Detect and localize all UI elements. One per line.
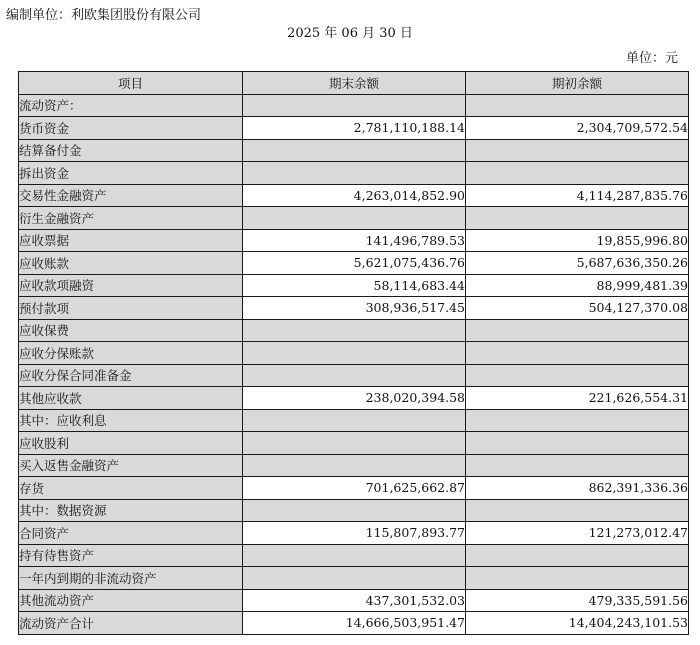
table-row — [19, 229, 689, 252]
row-beginning-balance — [466, 139, 689, 162]
row-beginning-balance: 14,404,243,101.53 — [466, 612, 689, 635]
table-row — [19, 432, 689, 455]
row-beginning-balance: 2,304,709,572.54 — [466, 117, 689, 140]
row-ending-balance: 701,625,662.87 — [243, 477, 466, 500]
table-row — [19, 297, 689, 320]
row-ending-balance: 14,666,503,951.47 — [243, 612, 466, 635]
company-name: 编制单位：利欧集团股份有限公司 — [6, 8, 202, 23]
row-beginning-balance — [466, 364, 689, 387]
table-row — [19, 139, 689, 162]
row-beginning-balance: 88,999,481.39 — [466, 274, 689, 297]
row-ending-balance: 437,301,532.03 — [243, 589, 466, 612]
row-item-label: 流动资产： — [19, 94, 243, 117]
table-row — [19, 387, 689, 410]
row-beginning-balance — [466, 162, 689, 185]
table-row — [19, 252, 689, 275]
row-ending-balance: 2,781,110,188.14 — [243, 117, 466, 140]
row-item-label: 存货 — [19, 477, 243, 500]
row-item-label: 买入返售金融资产 — [19, 454, 243, 477]
row-ending-balance — [243, 342, 466, 365]
row-beginning-balance — [466, 499, 689, 522]
row-beginning-balance — [466, 94, 689, 117]
row-item-label: 其中：应收利息 — [19, 409, 243, 432]
row-item-label: 合同资产 — [19, 522, 243, 545]
row-ending-balance — [243, 454, 466, 477]
row-item-label: 其他应收款 — [19, 387, 243, 410]
row-ending-balance — [243, 499, 466, 522]
table-row — [19, 522, 689, 545]
table-header-row — [19, 72, 689, 95]
row-ending-balance — [243, 364, 466, 387]
row-item-label: 拆出资金 — [19, 162, 243, 185]
row-beginning-balance: 121,273,012.47 — [466, 522, 689, 545]
row-item-label: 衍生金融资产 — [19, 207, 243, 230]
row-beginning-balance — [466, 207, 689, 230]
report-date: 2025 年 06 月 30 日 — [287, 26, 413, 41]
currency-unit: 单位：元 — [625, 51, 678, 66]
row-beginning-balance: 19,855,996.80 — [466, 229, 689, 252]
row-ending-balance — [243, 544, 466, 567]
column-header-item: 项目 — [19, 72, 243, 95]
row-ending-balance — [243, 139, 466, 162]
table-row — [19, 184, 689, 207]
row-ending-balance: 308,936,517.45 — [243, 297, 466, 320]
row-beginning-balance: 221,626,554.31 — [466, 387, 689, 410]
row-item-label: 交易性金融资产 — [19, 184, 243, 207]
table-row — [19, 117, 689, 140]
row-ending-balance: 238,020,394.58 — [243, 387, 466, 410]
table-row — [19, 319, 689, 342]
row-item-label: 其中：数据资源 — [19, 499, 243, 522]
row-beginning-balance: 4,114,287,835.76 — [466, 184, 689, 207]
table-row — [19, 567, 689, 590]
row-item-label: 应收保费 — [19, 319, 243, 342]
row-beginning-balance — [466, 454, 689, 477]
row-beginning-balance — [466, 567, 689, 590]
row-item-label: 流动资产合计 — [19, 612, 243, 635]
table-row — [19, 477, 689, 500]
column-header-beginning-balance: 期初余额 — [466, 72, 689, 95]
row-beginning-balance: 862,391,336.36 — [466, 477, 689, 500]
row-ending-balance — [243, 567, 466, 590]
table-row — [19, 409, 689, 432]
row-beginning-balance: 5,687,636,350.26 — [466, 252, 689, 275]
table-row — [19, 162, 689, 185]
table-row — [19, 274, 689, 297]
row-item-label: 预付款项 — [19, 297, 243, 320]
table-row — [19, 499, 689, 522]
row-ending-balance — [243, 319, 466, 342]
row-beginning-balance — [466, 432, 689, 455]
row-ending-balance — [243, 432, 466, 455]
row-ending-balance — [243, 162, 466, 185]
row-beginning-balance: 479,335,591.56 — [466, 589, 689, 612]
row-item-label: 应收款项融资 — [19, 274, 243, 297]
row-item-label: 应收股利 — [19, 432, 243, 455]
row-beginning-balance: 504,127,370.08 — [466, 297, 689, 320]
table-row — [19, 342, 689, 365]
row-ending-balance: 5,621,075,436.76 — [243, 252, 466, 275]
row-ending-balance — [243, 207, 466, 230]
row-ending-balance: 115,807,893.77 — [243, 522, 466, 545]
table-row — [19, 94, 689, 117]
row-ending-balance — [243, 94, 466, 117]
row-item-label: 货币资金 — [19, 117, 243, 140]
table-row — [19, 612, 689, 635]
row-ending-balance: 141,496,789.53 — [243, 229, 466, 252]
table-row — [19, 454, 689, 477]
row-ending-balance — [243, 409, 466, 432]
row-item-label: 其他流动资产 — [19, 589, 243, 612]
row-beginning-balance — [466, 409, 689, 432]
row-ending-balance: 58,114,683.44 — [243, 274, 466, 297]
row-beginning-balance — [466, 319, 689, 342]
row-beginning-balance — [466, 544, 689, 567]
row-item-label: 一年内到期的非流动资产 — [19, 567, 243, 590]
row-item-label: 结算备付金 — [19, 139, 243, 162]
row-ending-balance: 4,263,014,852.90 — [243, 184, 466, 207]
row-beginning-balance — [466, 342, 689, 365]
table-row — [19, 207, 689, 230]
row-item-label: 持有待售资产 — [19, 544, 243, 567]
table-row — [19, 544, 689, 567]
row-item-label: 应收分保账款 — [19, 342, 243, 365]
row-item-label: 应收账款 — [19, 252, 243, 275]
table-row — [19, 589, 689, 612]
table-row — [19, 364, 689, 387]
row-item-label: 应收票据 — [19, 229, 243, 252]
balance-sheet-table — [18, 71, 689, 635]
row-item-label: 应收分保合同准备金 — [19, 364, 243, 387]
column-header-ending-balance: 期末余额 — [243, 72, 466, 95]
